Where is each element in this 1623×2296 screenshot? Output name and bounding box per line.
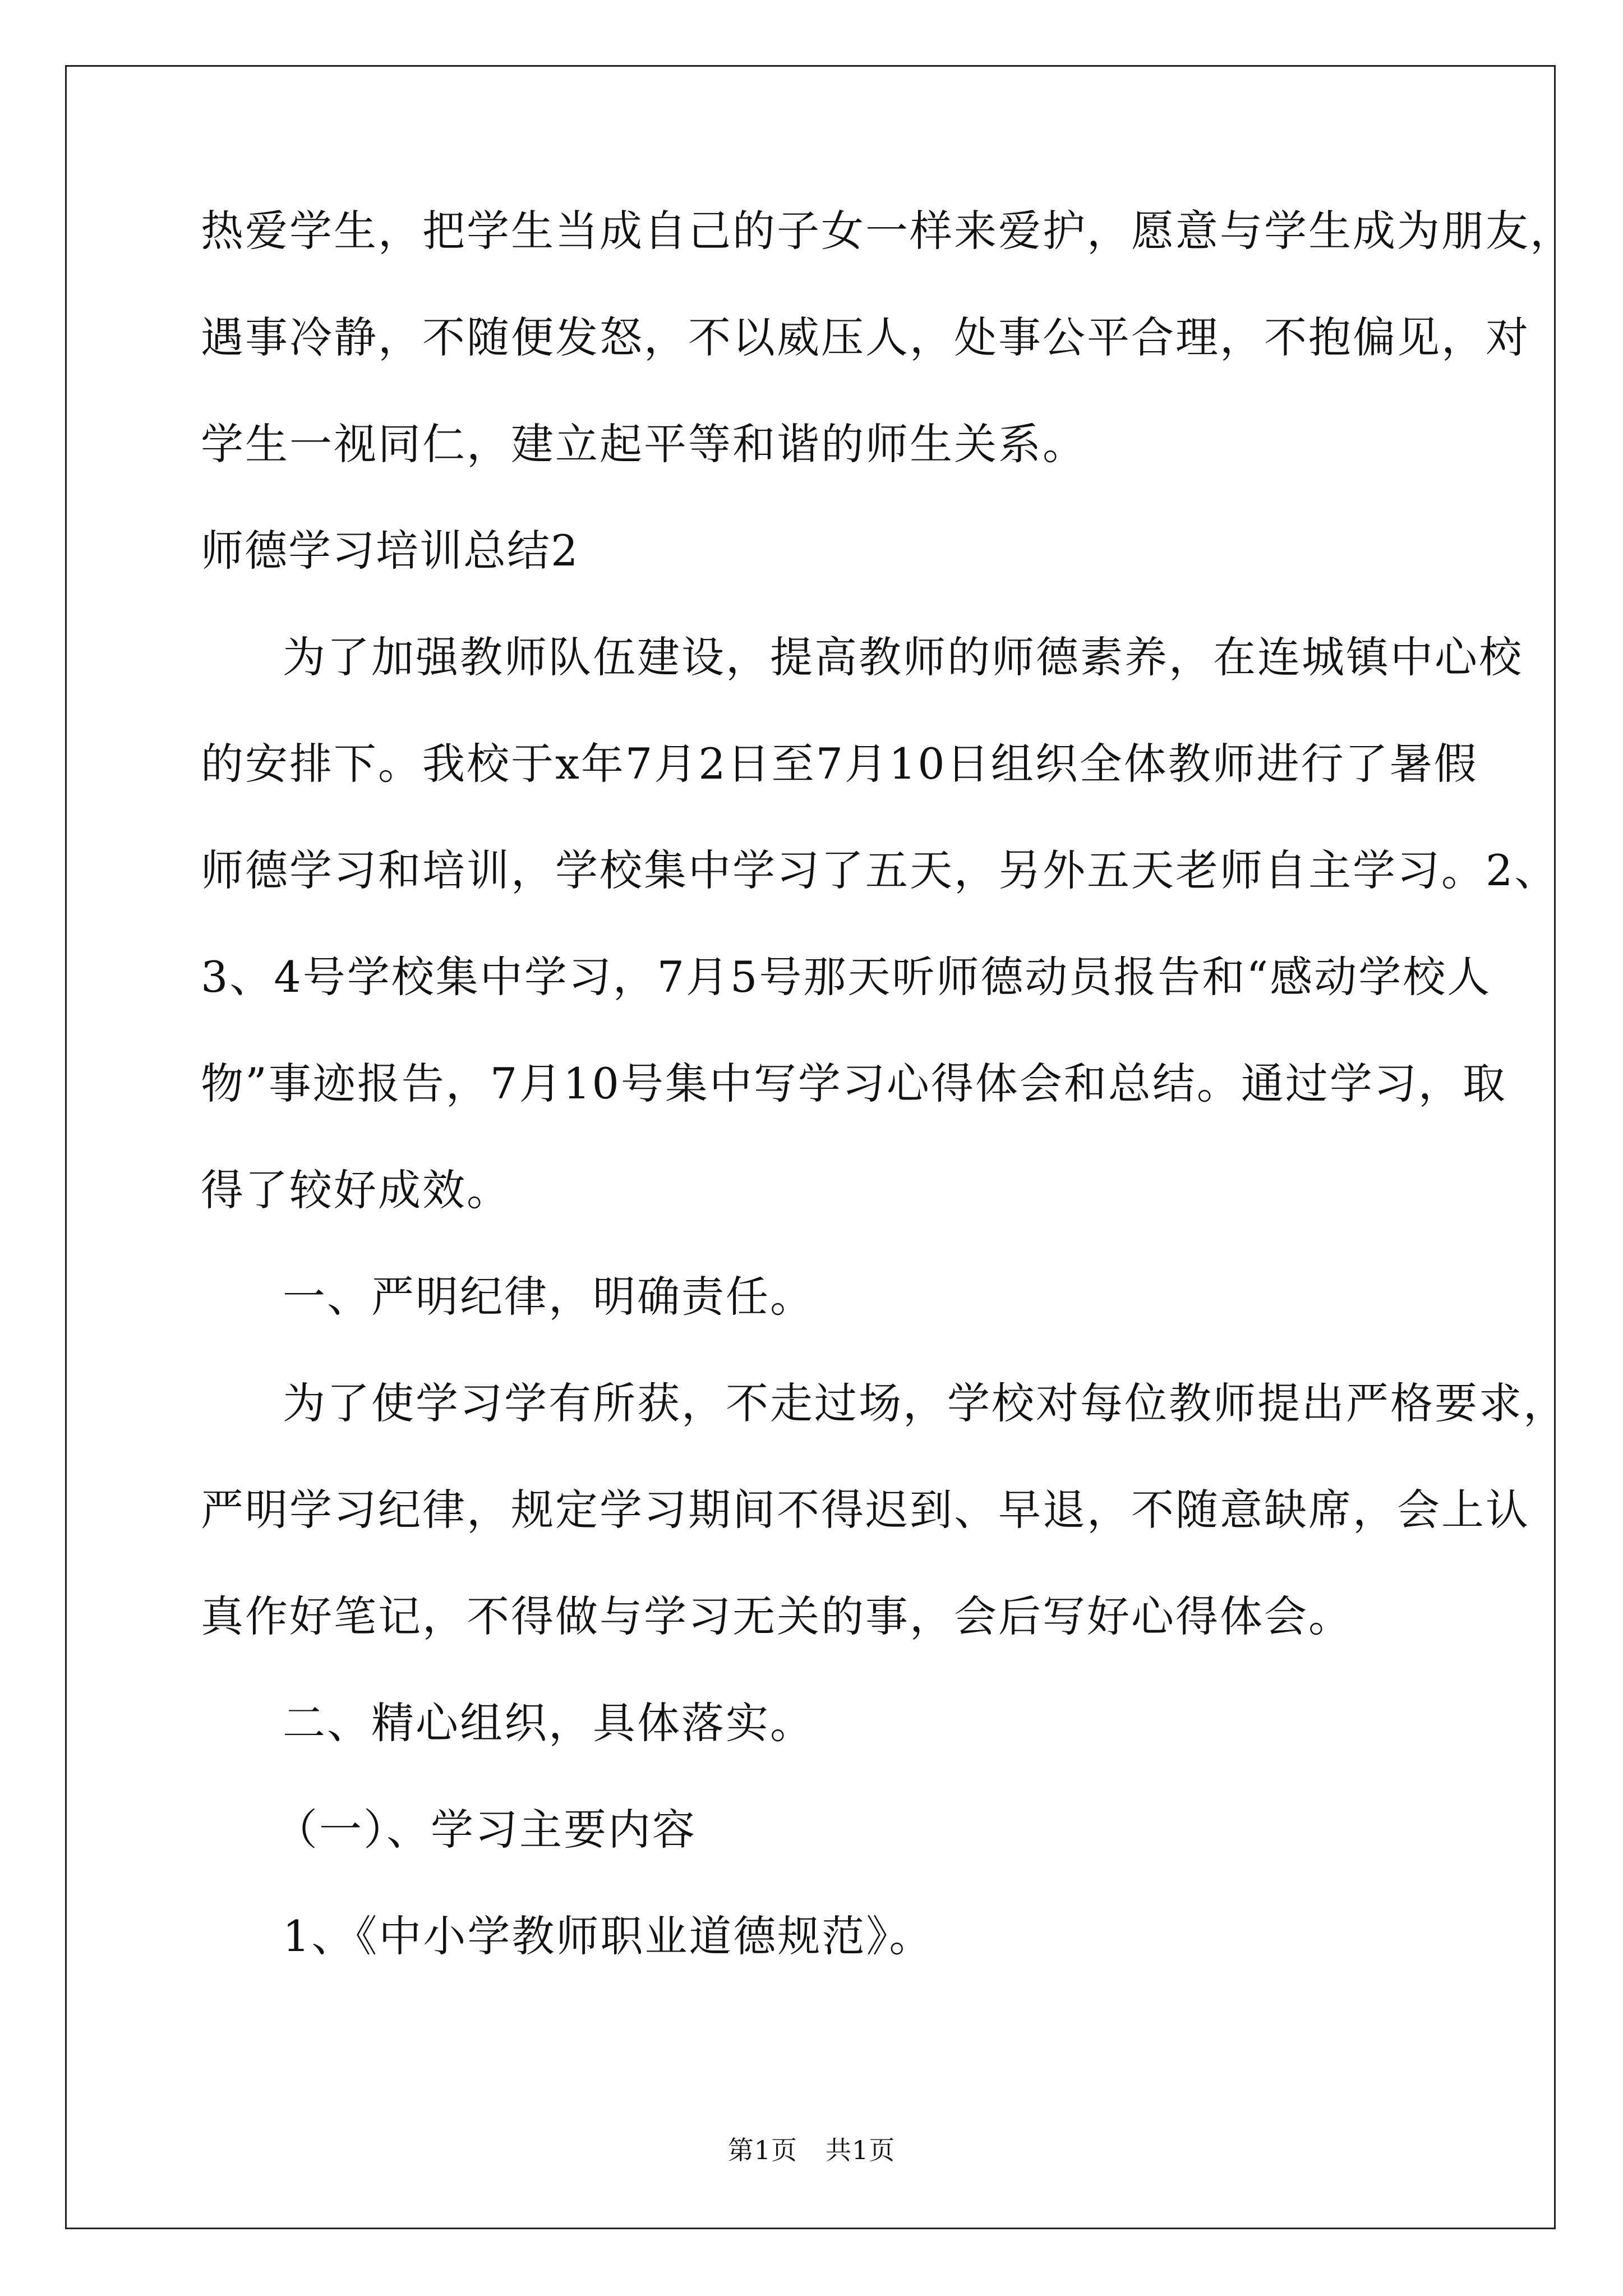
paragraph-line: 真作好笔记，不得做与学习无关的事，会后写好心得体会。 [201, 1591, 1353, 1641]
paragraph-line: 的安排下。我校于x年7月2日至7月10日组织全体教师进行了暑假 [201, 739, 1478, 789]
page-footer [0, 2134, 1623, 2166]
paragraph-line: 遇事冷静，不随便发怒，不以威压人，处事公平合理，不抱偏见，对 [201, 312, 1530, 362]
subheading: （一）、学习主要内容 [275, 1805, 697, 1855]
subheading: 二、精心组织，具体落实。 [283, 1698, 814, 1748]
paragraph-line: 3、4号学校集中学习，7月5号那天听师德动员报告和“感动学校人 [201, 952, 1492, 1002]
page-total: 共1页 [826, 2135, 896, 2165]
paragraph-line: 师德学习和培训，学校集中学习了五天，另外五天老师自主学习。2、 [201, 845, 1559, 895]
paragraph-line: 热爱学生，把学生当成自己的子女一样来爱护，愿意与学生成为朋友， [201, 206, 1574, 256]
list-item: 1、《中小学教师职业道德规范》。 [283, 1911, 934, 1961]
paragraph-line: 为了加强教师队伍建设，提高教师的师德素养，在连城镇中心校 [283, 632, 1523, 682]
subheading: 一、严明纪律，明确责任。 [283, 1272, 814, 1322]
paragraph-line: 严明学习纪律，规定学习期间不得迟到、早退，不随意缺席，会上认 [201, 1485, 1530, 1535]
section-title: 师德学习培训总结2 [201, 526, 579, 576]
paragraph-line: 得了较好成效。 [201, 1165, 511, 1215]
paragraph-line: 物”事迹报告，7月10号集中写学习心得体会和总结。通过学习，取 [201, 1059, 1507, 1108]
page-number: 第1页 [727, 2135, 797, 2165]
paragraph-line: 学生一视同仁，建立起平等和谐的师生关系。 [201, 419, 1087, 469]
document-body [201, 206, 1574, 2018]
paragraph-line: 为了使学习学有所获，不走过场，学校对每位教师提出严格要求， [283, 1378, 1567, 1428]
